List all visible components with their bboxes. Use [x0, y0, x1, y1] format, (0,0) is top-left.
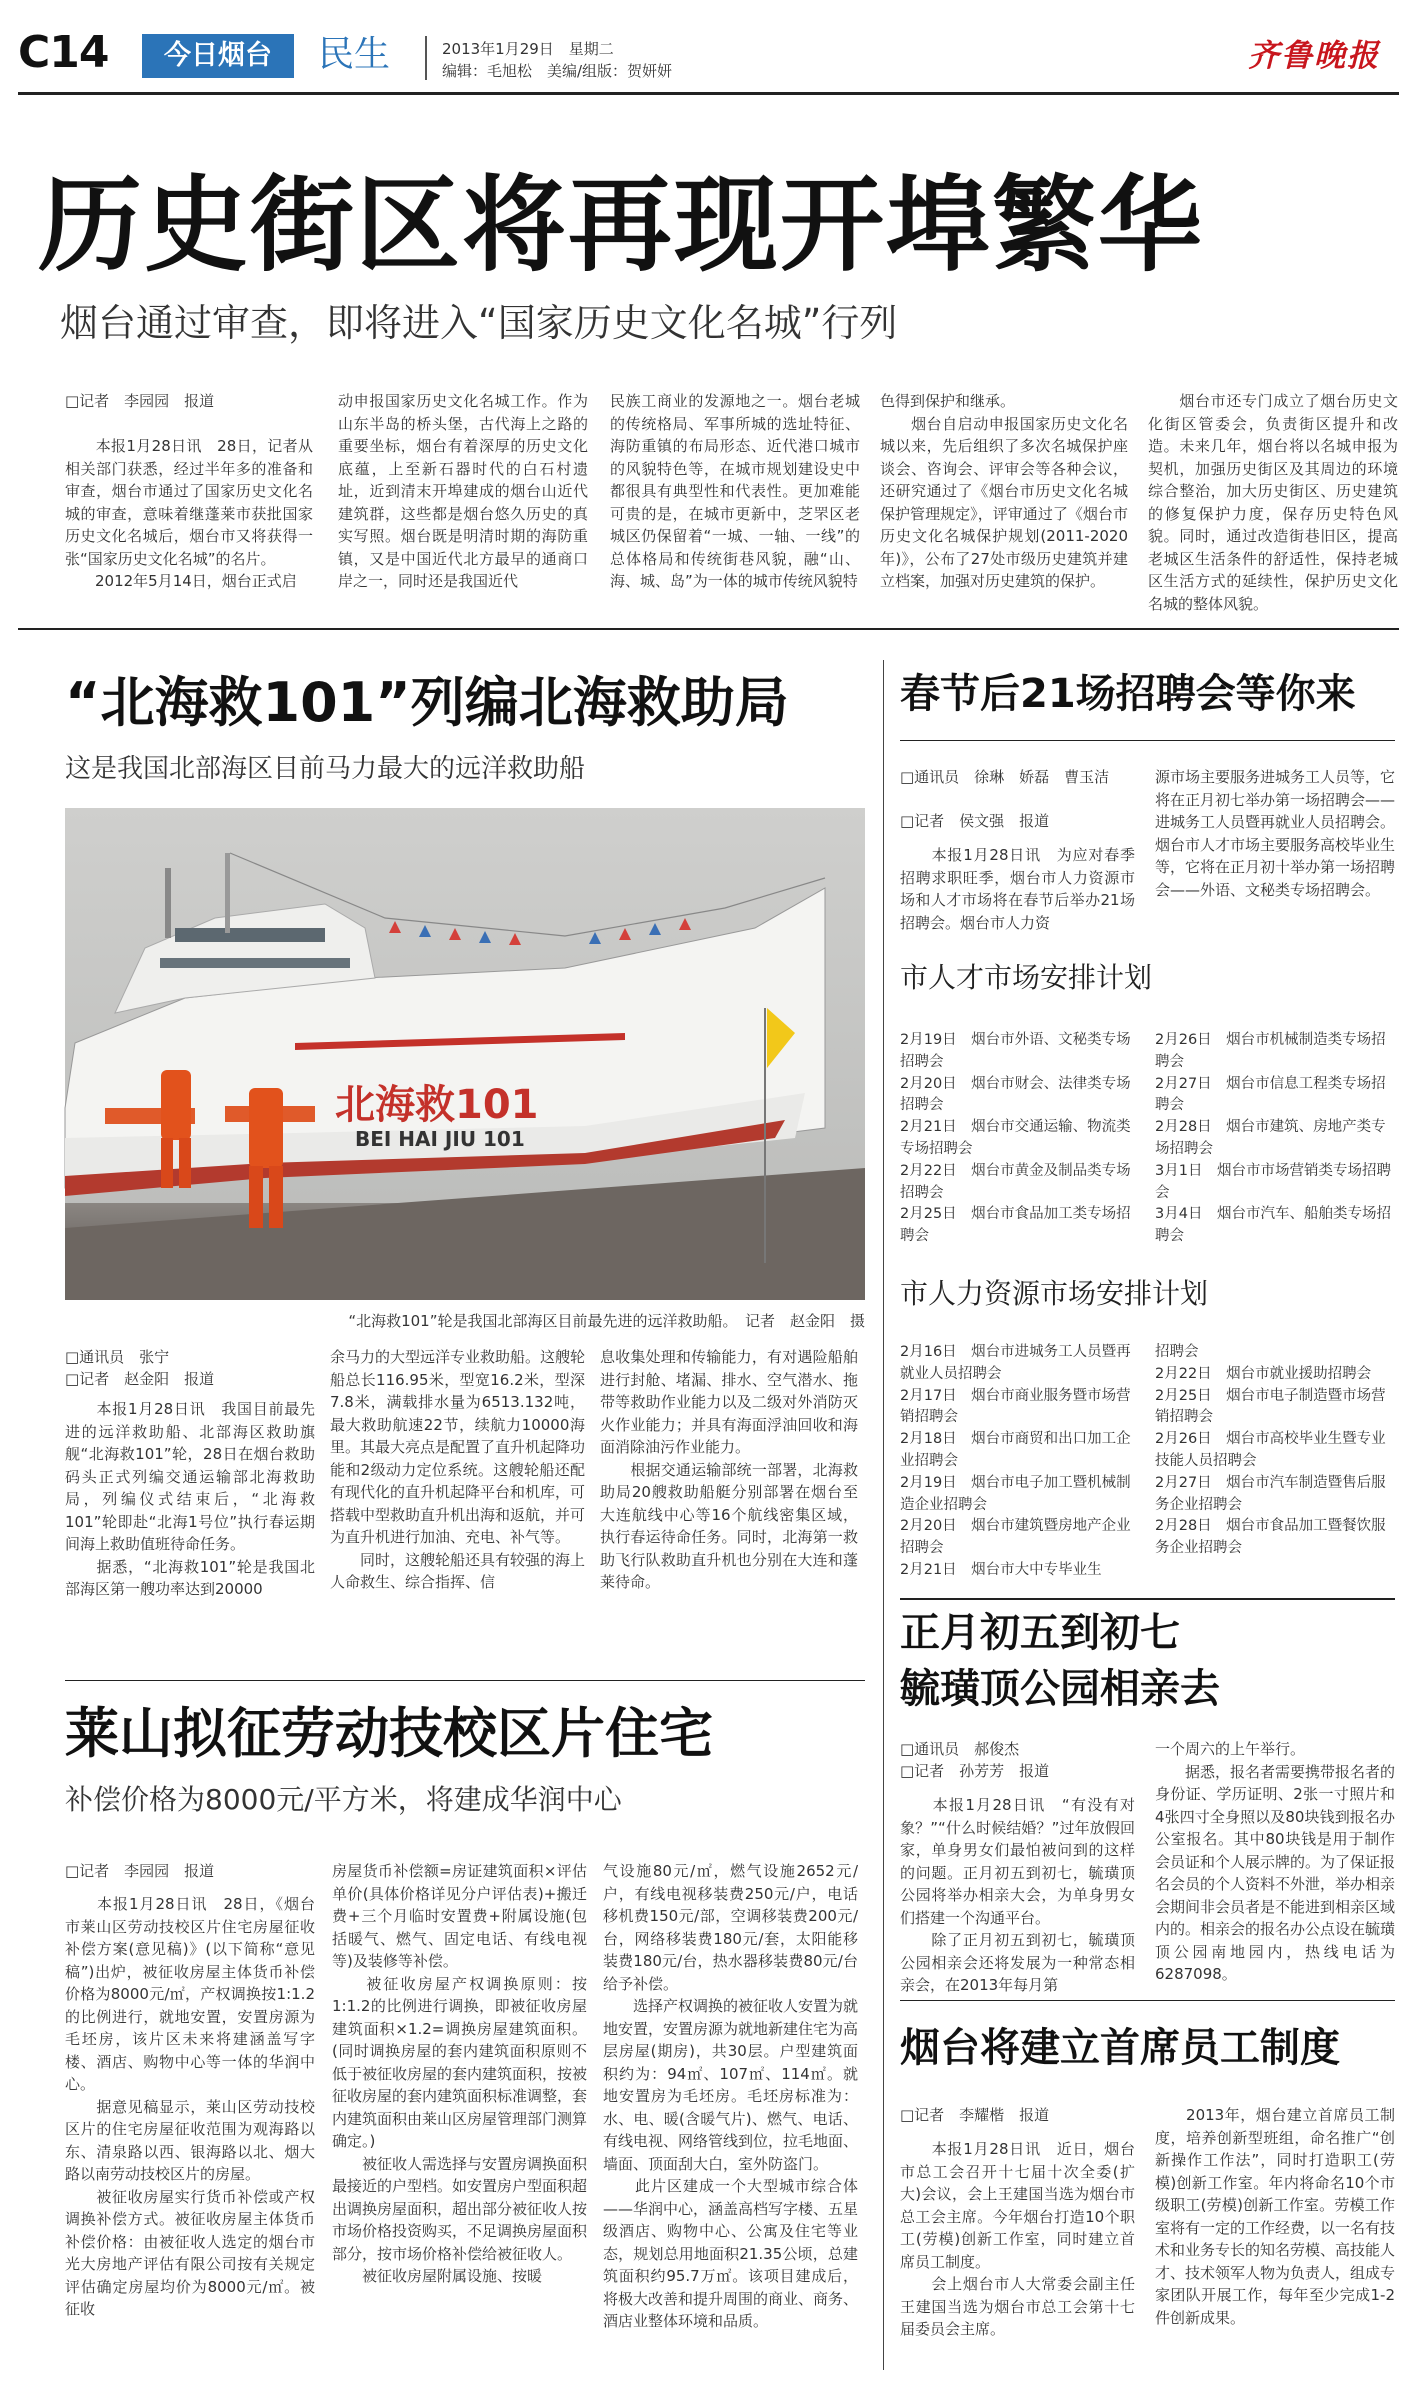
schedule-list: 2月19日 烟台市外语、文秘类专场招聘会 2月20日 烟台市财会、法律类专场招聘会 2月21日 烟台市交通运输、物流类专场招聘会 2月22日 烟台市黄金及制品类专场招聘会 2月25日 烟台市食品加工类专场招聘会 — [900, 1032, 1131, 1245]
page-number: C14 — [18, 27, 109, 78]
article-column: 2013年，烟台建立首席员工制度，培养创新型班组，命名推广“创新操作工作法”，同时打造职工(劳模)创新工作室。年内将命名10个市级职工(劳模)创新工作室。劳模工作室将有一定的工作经费，以一名有技术和业务专长的知名劳模、高技能人才、技术领军人物为负责人，组成专家团队开展工作，每年至少完成1-2件创新成果。 — [1155, 2106, 1396, 2327]
byline: □通讯员 郝俊杰 — [900, 1740, 1020, 1758]
editor-credit: 编辑：毛旭松 美编/组版：贺妍妍 — [442, 62, 673, 80]
byline: □记者 李园园 报道 — [65, 392, 215, 410]
headline-historic-district: 历史街区将再现开埠繁华 — [38, 164, 1205, 286]
article-column: 气设施80元/㎡，燃气设施2652元/户，有线电视移装费250元/户，电话移机费150元/部，空调移装费200元/台，网络移装费180元/套，太阳能移装费180元/台，热水器移装费80元/台给予补偿。 选择产权调换的被征收人安置为就地安置，安置房源为就地新建住宅为高层房屋(期房)，共30层。户型建筑面积约为：94㎡、107㎡、114㎡。就地安置房为毛坯房。毛坯房标准为：水、电、暖(含暖气片)、燃气、电话、有线电视、网络管线到位，拉毛地面、墙面、顶面刮大白，室外防盗门。 此片区建成一个大型城市综合体——华润中心，涵盖高档写字楼、五星级酒店、购物中心、公寓及住宅等业态，规划总用地面积21.35公顷，总建筑面积约95.7万㎡。该项目建成后，将极大改善和提升周围的商业、商务、酒店业整体环境和品质。 — [603, 1862, 859, 2330]
byline: □记者 侯文强 报道 — [900, 812, 1050, 830]
headline-chief-employee: 烟台将建立首席员工制度 — [900, 2025, 1340, 2071]
article-column: 源市场主要服务进城务工人员等，它将在正月初七举办第一场招聘会——进城务工人员暨再就业人员招聘会。烟台市人才市场主要服务高校毕业生等，它将在正月初十举办第一场招聘会——外语、文秘类专场招聘会。 — [1155, 768, 1396, 899]
section-rule — [900, 740, 1395, 741]
header-rule — [18, 92, 1399, 95]
article-column: 本报1月28日讯 为应对春季招聘求职旺季，烟台市人力资源市场和人才市场将在春节后举办21场招聘会。烟台市人力资 — [900, 846, 1135, 932]
subheading-talent-market: 市人才市场安排计划 — [900, 961, 1153, 994]
section-rule — [900, 2000, 1395, 2001]
column-divider — [883, 660, 884, 2370]
section-tag: 今日烟台 — [142, 34, 294, 78]
article-column: 息收集处理和传输能力，有对遇险船舶进行封舱、堵漏、排水、空气潜水、拖带等救助作业能力以及二级对外消防灭火作业能力；并具有海面浮油回收和海面消除油污作业能力。 根据交通运输部统一部署，北海救助局20艘救助船艇分别部署在烟台至大连航线中心等16个航线密集区域，执行春运待命任务。同时，北海第一救助飞行队救助直升机也分别在大连和蓬莱待命。 — [600, 1348, 858, 1591]
subhead-laishan-expropriation: 补偿价格为8000元/平方米，将建成华润中心 — [65, 1783, 622, 1816]
article-column: 烟台市还专门成立了烟台历史文化街区管委会，负责街区提升和改造。未来几年，烟台将以名城申报为契机，加强历史街区及其周边的环境综合整治，加大历史街区、历史建筑的修复保护力度，保存历史特色风貌。同时，通过改造街巷旧区，提高老城区生活条件的舒适性，保持老城区生活方式的延续性，保护历史文化名城的整体风貌。 — [1148, 392, 1398, 613]
header-divider — [425, 36, 427, 80]
byline: □通讯员 张宁 — [65, 1348, 170, 1366]
issue-date: 2013年1月29日 星期二 — [442, 40, 614, 58]
article-column: 一个周六的上午举行。 据悉，报名者需要携带报名者的身份证、学历证明、2张一寸照片和4张四寸全身照以及80块钱到报名办公室报名。其中80块钱是用于制作会员证和个人展示牌的。为了保证报名会员的个人资料不外泄，举办相亲会期间非会员者是不能进到相亲区域内的。相亲会的报名办公点设在毓璜顶公园南地园内，热线电话为6287098。 — [1155, 1740, 1396, 1983]
byline: □记者 李耀楷 报道 — [900, 2106, 1050, 2124]
article-column: 本报1月28日讯 近日，烟台市总工会召开十七届十次全委(扩大)会议，会上王建国当选为烟台市总工会主席。今年烟台打造10个职工(劳模)创新工作室，同时建立首席员工制度。 会上烟台市人大常委会副主任王建国当选为烟台市总工会第十七届委员会主席。 — [900, 2140, 1135, 2338]
article-column: 民族工商业的发源地之一。烟台老城的传统格局、军事所城的选址特征、海防重镇的布局形态、近代港口城市的风貌特色等，在城市规划建设史中都很具有典型性和代表性。更加难能可贵的是，在城市更新中，芝罘区老城区仍保留着“一城、一轴、一线”的总体格局和传统街巷风貌，融“山、海、城、岛”为一体的城市传统风貌特 — [610, 392, 860, 590]
subhead-rescue-ship: 这是我国北部海区目前马力最大的远洋救助船 — [65, 754, 586, 784]
section-name: 民生 — [318, 34, 391, 75]
schedule-list: 招聘会 2月22日 烟台市就业援助招聘会 2月25日 烟台市电子制造暨市场营销招聘会 2月26日 烟台市高校毕业生暨专业技能人员招聘会 2月27日 烟台市汽车制造暨售后服务企业招聘会 2月28日 烟台市食品加工暨餐饮服务企业招聘会 — [1155, 1344, 1386, 1557]
article-column: 本报1月28日讯 28日，《烟台市莱山区劳动技校区片住宅房屋征收补偿方案(意见稿)》(以下简称“意见稿”)出炉，被征收房屋主体货币补偿价格为8000元/㎡，产权调换按1:1.2的比例进行，就地安置，安置房源为毛坯房，该片区未来将建涵盖写字楼、酒店、购物中心等一体的华润中心。 据意见稿显示，莱山区劳动技校区片的住宅房屋征收范围为观海路以东、清泉路以西、银海路以北、烟大路以南劳动技校区片的房屋。 被征收房屋实行货币补偿或产权调换补偿方式。被征收房屋主体货币补偿价格：由被征收人选定的烟台市光大房地产评估有限公司按有关规定评估确定房屋均价为8000元/㎡。被征收 — [65, 1895, 315, 2318]
headline-blind-date-2: 毓璜顶公园相亲去 — [900, 1666, 1220, 1712]
article-column: 动申报国家历史文化名城工作。作为山东半岛的桥头堡，古代海上之路的重要坐标，烟台有着深厚的历史文化底蕴，上至新石器时代的白石村遗址，近到清末开埠建成的烟台山近代建筑群，这些都是烟台悠久历史的真实写照。烟台既是明清时期的海防重镇，又是中国近代北方最早的通商口岸之一，同时还是我国近代 — [338, 392, 588, 590]
headline-rescue-ship: “北海救101”列编北海救助局 — [65, 671, 789, 734]
schedule-list: 2月16日 烟台市进城务工人员暨再就业人员招聘会 2月17日 烟台市商业服务暨市场营销招聘会 2月18日 烟台市商贸和出口加工企业招聘会 2月19日 烟台市电子加工暨机械制造企业招聘会 2月20日 烟台市建筑暨房地产企业招聘会 2月21日 烟台市大中专毕业生 — [900, 1344, 1131, 1578]
article-column: 余马力的大型远洋专业救助船。这艘轮船总长116.95米，型宽16.2米，型深7.8米，满载排水量为6513.132吨，最大救助航速22节，续航力10000海里。其最大亮点是配置了直升机起降功能和2级动力定位系统。这艘轮船还配有现代化的直升机起降平台和机库，可搭载中型救助直升机出海和返航，并可为直升机进行加油、充电、补气等。 同时，这艘轮船还具有较强的海上人命救生、综合指挥、信 — [330, 1348, 586, 1591]
subheading-hr-market: 市人力资源市场安排计划 — [900, 1277, 1209, 1310]
headline-job-fairs: 春节后21场招聘会等你来 — [900, 671, 1356, 717]
byline: □记者 赵金阳 报道 — [65, 1370, 215, 1388]
article-column: 本报1月28日讯 我国目前最先进的远洋救助船、北部海区救助旗舰“北海救101”轮，28日在烟台救助码头正式列编交通运输部北海救助局，列编仪式结束后，“北海救101”轮即赴“北海1号位”执行春运期间海上救助值班待命任务。 据悉，“北海救101”轮是我国北部海区第一艘功率达到20000 — [65, 1400, 315, 1598]
article-column: 本报1月28日讯 28日，记者从相关部门获悉，经过半年多的准备和审查，烟台市通过了国家历史文化名城的审查，意味着继蓬莱市获批国家历史文化名城后，烟台市又将获得一张“国家历史文化名城”的名片。 2012年5月14日，烟台正式启 — [65, 437, 313, 590]
headline-laishan-expropriation: 莱山拟征劳动技校区片住宅 — [65, 1702, 713, 1765]
ship-pinyin-text: BEI HAI JIU 101 — [355, 1127, 525, 1151]
byline: □记者 李园园 报道 — [65, 1862, 215, 1880]
rescue-ship-photo — [65, 808, 865, 1300]
section-rule — [900, 1598, 1395, 1600]
headline-blind-date-1: 正月初五到初七 — [900, 1610, 1180, 1656]
article-column: 房屋货币补偿额=房证建筑面积×评估单价(具体价格详见分户评估表)+搬迁费+三个月临时安置费+附属设施(包括暖气、燃气、固定电话、有线电视等)及装修等补偿。 被征收房屋产权调换原则：按1:1.2的比例进行调换，即被征收房屋建筑面积×1.2=调换房屋建筑面积。(同时调换房屋的套内建筑面积原则不低于被征收房屋的套内建筑面积，按被征收房屋的套内建筑面积标准调整，套内建筑面积由莱山区房屋管理部门测算确定。) 被征收人需选择与安置房调换面积最接近的户型档。如安置房户型面积超出调换房屋面积，超出部分被征收人按市场价格投资购买，不足调换房屋面积部分，按市场价格补偿给被征收人。 被征收房屋附属设施、按暖 — [332, 1862, 588, 2285]
section-rule — [65, 1680, 865, 1681]
section-rule — [18, 628, 1399, 630]
newspaper-logo: 齐鲁晚报 — [1248, 38, 1380, 74]
schedule-list: 2月26日 烟台市机械制造类专场招聘会 2月27日 烟台市信息工程类专场招聘会 2月28日 烟台市建筑、房地产类专场招聘会 3月1日 烟台市市场营销类专场招聘会 3月4日 烟台市汽车、船舶类专场招聘会 — [1155, 1032, 1391, 1245]
article-column: 色得到保护和继承。 烟台自启动申报国家历史文化名城以来，先后组织了多次名城保护座谈会、咨询会、评审会等各种会议，还研究通过了《烟台市历史文化名城保护管理规定》，评审通过了《烟台市历史文化名城保护规划(2011-2020年)》，公布了27处市级历史建筑并建立档案，加强对历史建筑的保护。 — [880, 392, 1128, 590]
photo-caption: “北海救101”轮是我国北部海区目前最先进的远洋救助船。 记者 赵金阳 摄 — [348, 1312, 865, 1330]
ship-name-text: 北海救101 — [335, 1082, 539, 1128]
byline: □记者 孙芳芳 报道 — [900, 1762, 1050, 1780]
article-column: 本报1月28日讯 “有没有对象？”“什么时候结婚？”过年放假回家，单身男女们最怕被问到的这样的问题。正月初五到初七，毓璜顶公园将举办相亲大会，为单身男女们搭建一个沟通平台。 除了正月初五到初七，毓璜顶公园相亲会还将发展为一种常态相亲会，在2013年每月第 — [900, 1796, 1135, 1994]
byline: □通讯员 徐琳 娇磊 曹玉洁 — [900, 768, 1110, 786]
subhead-historic-district: 烟台通过审查，即将进入“国家历史文化名城”行列 — [60, 301, 898, 345]
